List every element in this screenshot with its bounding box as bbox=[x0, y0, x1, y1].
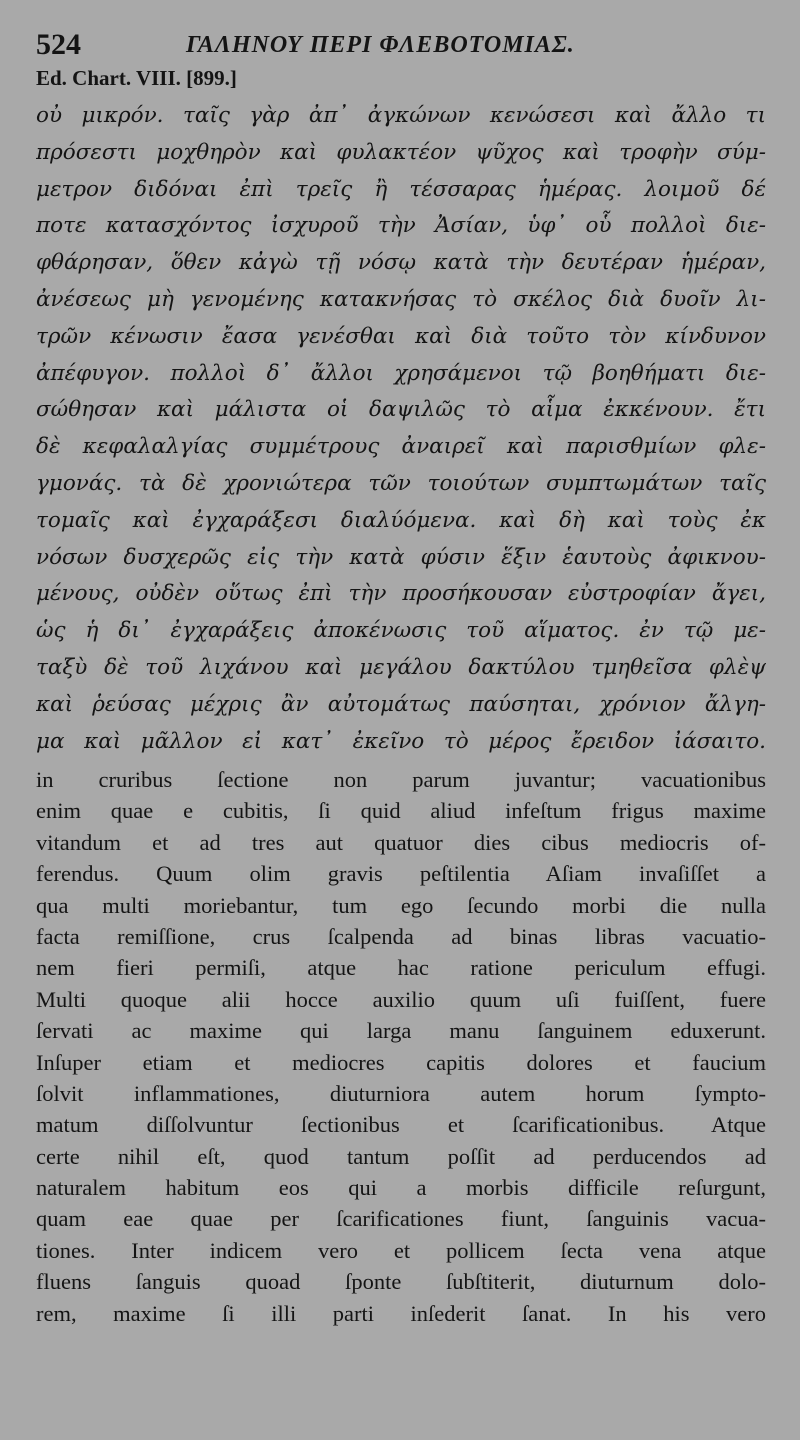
text-line: naturalem habitum eos qui a morbis difficile reſurgunt, bbox=[36, 1175, 766, 1201]
text-line: matum diſſolvuntur ſectionibus et ſcarificationibus. Atque bbox=[36, 1112, 766, 1138]
text-line: γμονάς. τὰ δὲ χρονιώτερα τῶν τοιούτων συμπτωμάτων ταῖς bbox=[36, 470, 766, 496]
text-line: σώθησαν καὶ μάλιστα οἱ δαψιλῶς τὸ αἷμα ἐκκένουν. ἔτι bbox=[36, 397, 766, 423]
text-line: τρῶν κένωσιν ἔασα γενέσθαι καὶ διὰ τοῦτο τὸν κίνδυνον bbox=[36, 323, 766, 349]
text-line: νόσων δυσχερῶς εἰς τὴν κατὰ φύσιν ἕξιν ἑαυτοὺς ἀφικνου- bbox=[36, 544, 766, 570]
running-title: ΓΑΛΗΝΟΥ ΠΕΡΙ ΦΛΕΒΟΤΟΜΙΑΣ. bbox=[186, 32, 575, 58]
text-line: facta remiſſione, crus ſcalpenda ad binas libras vacuatio- bbox=[36, 923, 766, 949]
text-line: vitandum et ad tres aut quatuor dies cibus mediocris of- bbox=[36, 829, 766, 855]
text-line: ἀπέφυγον. πολλοὶ δ᾽ ἄλλοι χρησάμενοι τῷ βοηθήματι διε- bbox=[36, 360, 766, 386]
text-line: πρόσεστι μοχθηρὸν καὶ φυλακτέον ψῦχος καὶ τροφὴν σύμ- bbox=[36, 139, 766, 165]
text-line: in cruribus ſectione non parum juvantur; vacuationibus bbox=[36, 767, 766, 792]
text-line: μένους, οὐδὲν οὕτως ἐπὶ τὴν προσήκουσαν εὐστροφίαν ἄγει, bbox=[36, 581, 766, 607]
latin-text-block bbox=[36, 764, 766, 1329]
text-line: μετρον διδόναι ἐπὶ τρεῖς ἢ τέσσαρας ἡμέρας. λοιμοῦ δέ bbox=[36, 176, 766, 202]
text-line: καὶ ῥεύσας μέχρις ἂν αὐτομάτως παύσηται, χρόνιον ἄλγη- bbox=[36, 691, 766, 717]
text-line: nem fieri permiſi, atque hac ratione periculum effugi. bbox=[36, 955, 766, 981]
edition-note: Ed. Chart. VIII. [899.] bbox=[36, 66, 237, 90]
text-line: Inſuper etiam et mediocres capitis dolores et faucium bbox=[36, 1049, 766, 1075]
text-line: μα καὶ μᾶλλον εἰ κατ᾽ ἐκεῖνο τὸ μέρος ἔρειδον ἰάσαιτο. bbox=[36, 728, 766, 754]
text-line: ἀνέσεως μὴ γενομένης κατακνήσας τὸ σκέλος διὰ δυοῖν λι- bbox=[36, 286, 766, 312]
text-line: fluens ſanguis quoad ſponte ſubſtiterit, diuturnum dolo- bbox=[36, 1269, 766, 1295]
text-line: tiones. Inter indicem vero et pollicem ſecta vena atque bbox=[36, 1237, 766, 1263]
text-line: οὐ μικρόν. ταῖς γὰρ ἀπ᾽ ἀγκώνων κενώσεσι καὶ ἄλλο τι bbox=[36, 103, 766, 128]
text-line: ποτε κατασχόντος ἰσχυροῦ τὴν Ἀσίαν, ὑφ᾽ οὗ πολλοὶ διε- bbox=[36, 213, 766, 239]
text-line: ferendus. Quum olim gravis peſtilentia Aſiam invaſiſſet a bbox=[36, 861, 766, 887]
text-line: ſervati ac maxime qui larga manu ſanguinem eduxerunt. bbox=[36, 1018, 766, 1044]
greek-text-block bbox=[36, 98, 766, 760]
text-line: qua multi moriebantur, tum ego ſecundo morbi die nulla bbox=[36, 892, 766, 918]
page-header bbox=[36, 28, 764, 68]
text-line: ſolvit inflammationes, diuturniora autem horum ſympto- bbox=[36, 1080, 766, 1106]
text-line: ὡς ἡ δι᾽ ἐγχαράξεις ἀποκένωσις τοῦ αἵματος. ἐν τῷ με- bbox=[36, 618, 766, 644]
page-number: 524 bbox=[36, 28, 81, 61]
text-line: rem, maxime ſi illi parti inſederit ſanat. In his vero bbox=[36, 1300, 766, 1326]
text-line: φθάρησαν, ὅθεν κἀγὼ τῇ νόσῳ κατὰ τὴν δευτέραν ἡμέραν, bbox=[36, 250, 766, 276]
text-line: certe nihil eſt, quod tantum poſſit ad perducendos ad bbox=[36, 1143, 766, 1169]
text-line: τομαῖς καὶ ἐγχαράξεσι διαλύόμενα. καὶ δὴ καὶ τοὺς ἐκ bbox=[36, 507, 766, 533]
text-line: enim quae e cubitis, ſi quid aliud infeſtum frigus maxime bbox=[36, 798, 766, 824]
text-line: quam eae quae per ſcarificationes fiunt, ſanguinis vacua- bbox=[36, 1206, 766, 1232]
text-line: δὲ κεφαλαλγίας συμμέτρους ἀναιρεῖ καὶ παρισθμίων φλε- bbox=[36, 434, 766, 460]
text-line: ταξὺ δὲ τοῦ λιχάνου καὶ μεγάλου δακτύλου τμηθεῖσα φλὲψ bbox=[36, 654, 766, 680]
text-line: Multi quoque alii hocce auxilio quum uſi fuiſſent, fuere bbox=[36, 986, 766, 1012]
